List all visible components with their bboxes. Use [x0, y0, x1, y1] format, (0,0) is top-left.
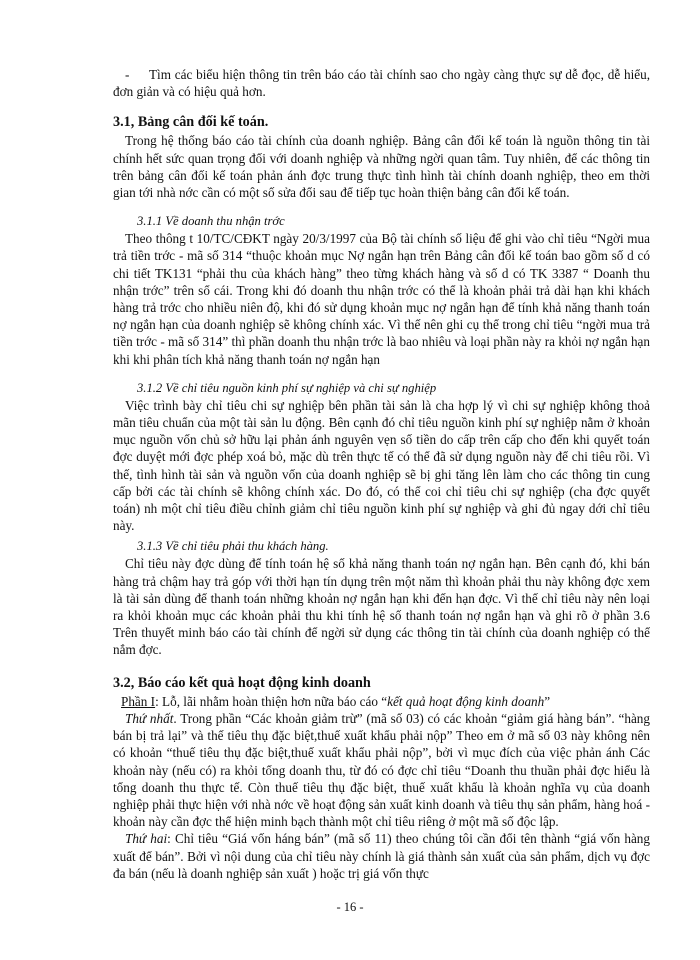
first-point-label: Thứ nhất	[125, 710, 174, 726]
section-3-1-heading: 3.1, Bảng cân đối kế toán.	[113, 114, 269, 131]
intro-bullet-text: Tìm các biểu hiện thông tin trên báo cáo tài chính sao cho ngày càng thực sự dễ đọc, dễ hiểu, đơn giản và có hiệu quả hơn.	[113, 67, 650, 100]
phan-1-line	[113, 693, 650, 710]
second-point-paragraph	[113, 830, 650, 882]
phan-1-report-name: kết quả hoạt động kinh doanh	[387, 693, 545, 709]
second-point-label: Thứ hai	[125, 831, 168, 847]
page-body	[113, 66, 650, 882]
subsection-3-1-3-heading: 3.1.3 Về chỉ tiêu phải thu khách hàng.	[137, 539, 329, 554]
subsection-3-1-1-paragraph: Theo thông t 10/TC/CĐKT ngày 20/3/1997 của Bộ tài chính số liệu để ghi vào chỉ tiêu “Ngời mua trả tiền trớc - mã số 314 “thuộc khoản mục Nợ ngắn hạn trên Bảng cân đối kế toán bao gồm số d có chi tiết TK131 “phải thu của khách hàng” theo từng khách hàng và số d có TK 3387 “ Doanh thu nhận trớc” trên sổ cái. Trong khi đó doanh thu nhận trớc có thể là khoản phải trả dài hạn khi khách hàng trả trớc cho nhiều niên độ, khi đó sử dụng khoản mục nợ ngắn hạn để tính khả năng thanh toán nợ ngắn hạn của doanh nghiệp sẽ không chính xác. Vì thế nên ghi cụ thể trong chỉ tiêu “ngời mua trả tiền trớc - mã số 314” thì phần doanh thu nhận trớc là bao nhiêu và loại phần này ra khỏi nợ ngắn hạn khi khi phân tích khả năng thanh toán nợ ngắn hạn	[113, 231, 650, 367]
section-3-1-paragraph: Trong hệ thống báo cáo tài chính của doanh nghiệp. Bảng cân đối kế toán là nguồn thông tin tài chính hết sức quan trọng đối với doanh nghiệp và những ngời quan tâm. Tuy nhiên, để các thông tin trên bảng cân đối kế toán phản ánh đợc trung thực tình hình tài chính doanh nghiệp, theo em thời gian tới nhà nớc cần có một số sửa đổi sau để tiếp tục hoàn thiện bảng cân đối kế toán.	[113, 133, 650, 201]
subsection-3-1-3-paragraph: Chỉ tiêu này đợc dùng để tính toán hệ số khả năng thanh toán nợ ngắn hạn. Bên cạnh đó, khi bán hàng trả chậm hay trả góp với thời hạn tín dụng trên một năm thì khoản phải thu này không đợc xem là tài sản dùng để thanh toán những khoản nợ ngắn hạn khi đến hạn đợc. Vì thế chỉ tiêu này nên loại ra khỏi khoản mục các khoản phải thu khi tính hệ số thanh toán nợ ngắn hạn và ghi rõ ở phần 3.6 Trên thuyết minh báo cáo tài chính để ngời sử dụng các thông tin tài chính của doanh nghiệp có thể nắm đợc.	[113, 556, 650, 658]
phan-1-close-quote: ”	[544, 693, 551, 709]
subsection-3-1-2-heading: 3.1.2 Về chỉ tiêu nguồn kinh phí sự nghiệp và chi sự nghiệp	[137, 380, 437, 395]
phan-1-label: Phần I	[121, 693, 156, 709]
first-point-text: . Trong phần “Các khoản giảm trừ” (mã số 03) có các khoản “giảm giá hàng bán”. “hàng bán bị trả lại” và thế tiêu thụ đặc biệt,thuế xuất khẩu phải nộp” Theo em ở mã số 03 này không nên có khoản “thuế tiêu thụ đặc biệt,thuế xuất khẩu phải nộp”, bởi vì mục đích của việc phản ánh Các khoản này (nếu có) ra khỏi tổng doanh thu, từ đó có đợc chỉ tiêu “Doanh thu thuần phải đợc hiểu là tổng doanh thu thực tế. Còn thuế tiêu thụ đặc biệt, thuế xuất khẩu là khoản nghĩa vụ của doanh nghiệp phải thực hiện với nhà nớc về hoạt động sản xuất kinh doanh và tiêu thụ sản phẩm, hàng hoá - khoản này cần đợc thể hiện minh bạch thành một chỉ tiêu riêng ở một mã số độc lập.	[113, 710, 650, 830]
phan-1-text: : Lỗ, lãi nhằm hoàn thiện hơn nữa báo cáo “	[155, 693, 388, 709]
section-3-2-heading: 3.2, Báo cáo kết quả hoạt động kinh doanh	[113, 674, 371, 691]
bullet-dash: -	[125, 67, 130, 82]
intro-bullet	[113, 66, 650, 100]
page-number: - 16 -	[336, 900, 364, 914]
second-point-text: : Chỉ tiêu “Giá vốn háng bán” (mã số 11) theo chúng tôi cần đổi tên thành “giá vốn hàng xuất để bán”. Bởi vì nội dung của chỉ tiêu này chính là giá thành sản xuất của sản phẩm, dịch vụ đợc đa bán (nếu là doanh nghiệp sản xuất ) hoặc trị giá vốn thực	[113, 831, 650, 881]
subsection-3-1-1-heading: 3.1.1 Về doanh thu nhận trớc	[137, 214, 285, 229]
first-point-paragraph	[113, 710, 650, 830]
subsection-3-1-2-paragraph: Việc trình bày chỉ tiêu chi sự nghiệp bên phần tài sản là cha hợp lý vì chi sự nghiệp không thoả mãn tiêu chuẩn của một tài sản lu động. Bên cạnh đó chỉ tiêu nguồn kinh phí sự nghiệp nằm ở khoản mục nguồn vốn chủ sở hữu lại phản ánh nguyên vẹn số tiền do cấp trên cấp cho đến khi quyết toán đợc duyệt mới đợc phép xoá bỏ, mặc dù trên thực tế có thể đã sử dụng nguồn này để chi tiêu rồi. Vì thế, tình hình tài sản và nguồn vốn của doanh nghiệp sẽ bị ghi tăng lên làm cho các thông tin cung cấp bởi các tài chính sẽ không chính xác. Do đó, có thể coi chỉ tiêu chi sự nghiệp (cha đợc quyết toán) nh một chỉ tiêu điều chỉnh giảm chỉ tiêu nguồn kinh phí sự nghiệp và ghi đủ ngay dới chỉ tiêu này.	[113, 397, 650, 534]
